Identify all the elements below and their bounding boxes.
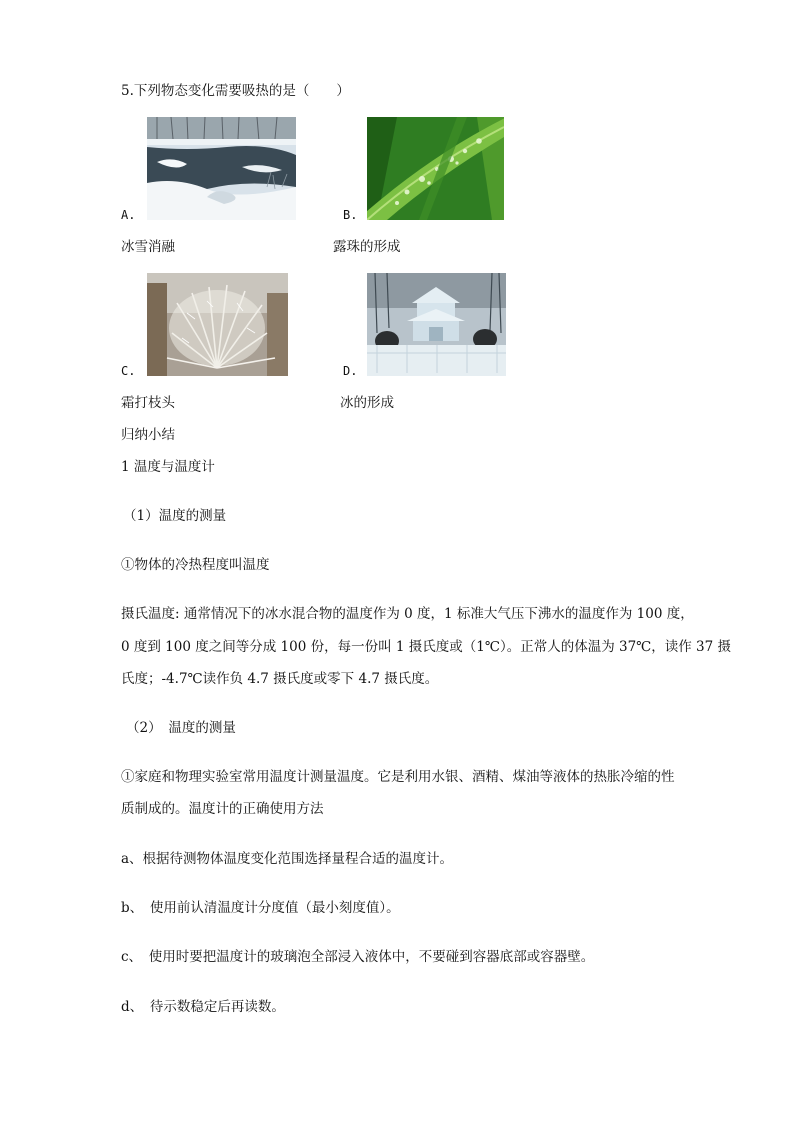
section-title-temperature: 1 温度与温度计 — [121, 459, 215, 475]
option-b-letter: B. — [343, 208, 358, 222]
question-stem: 5.下列物态变化需要吸热的是（ ） — [121, 83, 350, 99]
subsection-measurement-2: （2） 温度的测量 — [126, 720, 236, 736]
summary-heading: 归纳小结 — [121, 427, 175, 443]
celsius-line-1: 摄氏温度: 通常情况下的冰水混合物的温度作为 0 度，1 标准大气压下沸水的温度作为 100 度， — [121, 606, 694, 622]
option-b-caption: 露珠的形成 — [333, 239, 401, 255]
option-d-caption: 冰的形成 — [340, 395, 394, 411]
temperature-definition: ①物体的冷热程度叫温度 — [121, 557, 270, 573]
option-c-caption: 霜打枝头 — [121, 395, 175, 411]
celsius-line-2: 0 度到 100 度之间等分成 100 份，每一份叫 1 摄氏度或（1℃）。正常人的体温为 37℃，读作 37 摄 — [121, 639, 732, 655]
frosted-branches-image — [147, 273, 288, 376]
thermometer-line-2: 质制成的。温度计的正确使用方法 — [121, 801, 324, 817]
celsius-line-3: 氏度；-4.7℃读作负 4.7 摄氏度或零下 4.7 摄氏度。 — [121, 671, 439, 687]
ice-sculpture-image — [367, 273, 506, 376]
usage-step-d: d、 待示数稳定后再读数。 — [121, 999, 285, 1015]
melting-snow-river-image — [147, 117, 296, 220]
option-a-caption: 冰雪消融 — [121, 239, 175, 255]
dew-on-leaf-image — [367, 117, 504, 220]
subsection-measurement-1: （1）温度的测量 — [123, 508, 227, 524]
usage-step-a: a、根据待测物体温度变化范围选择量程合适的温度计。 — [121, 851, 454, 867]
option-d-letter: D. — [343, 364, 358, 378]
usage-step-b: b、 使用前认清温度计分度值（最小刻度值）。 — [121, 900, 400, 916]
option-a-letter: A. — [121, 208, 136, 222]
option-c-letter: C. — [121, 364, 136, 378]
thermometer-line-1: ①家庭和物理实验室常用温度计测量温度。它是利用水银、酒精、煤油等液体的热胀冷缩的性 — [121, 769, 675, 785]
usage-step-c: c、 使用时要把温度计的玻璃泡全部浸入液体中，不要碰到容器底部或容器壁。 — [121, 949, 595, 965]
